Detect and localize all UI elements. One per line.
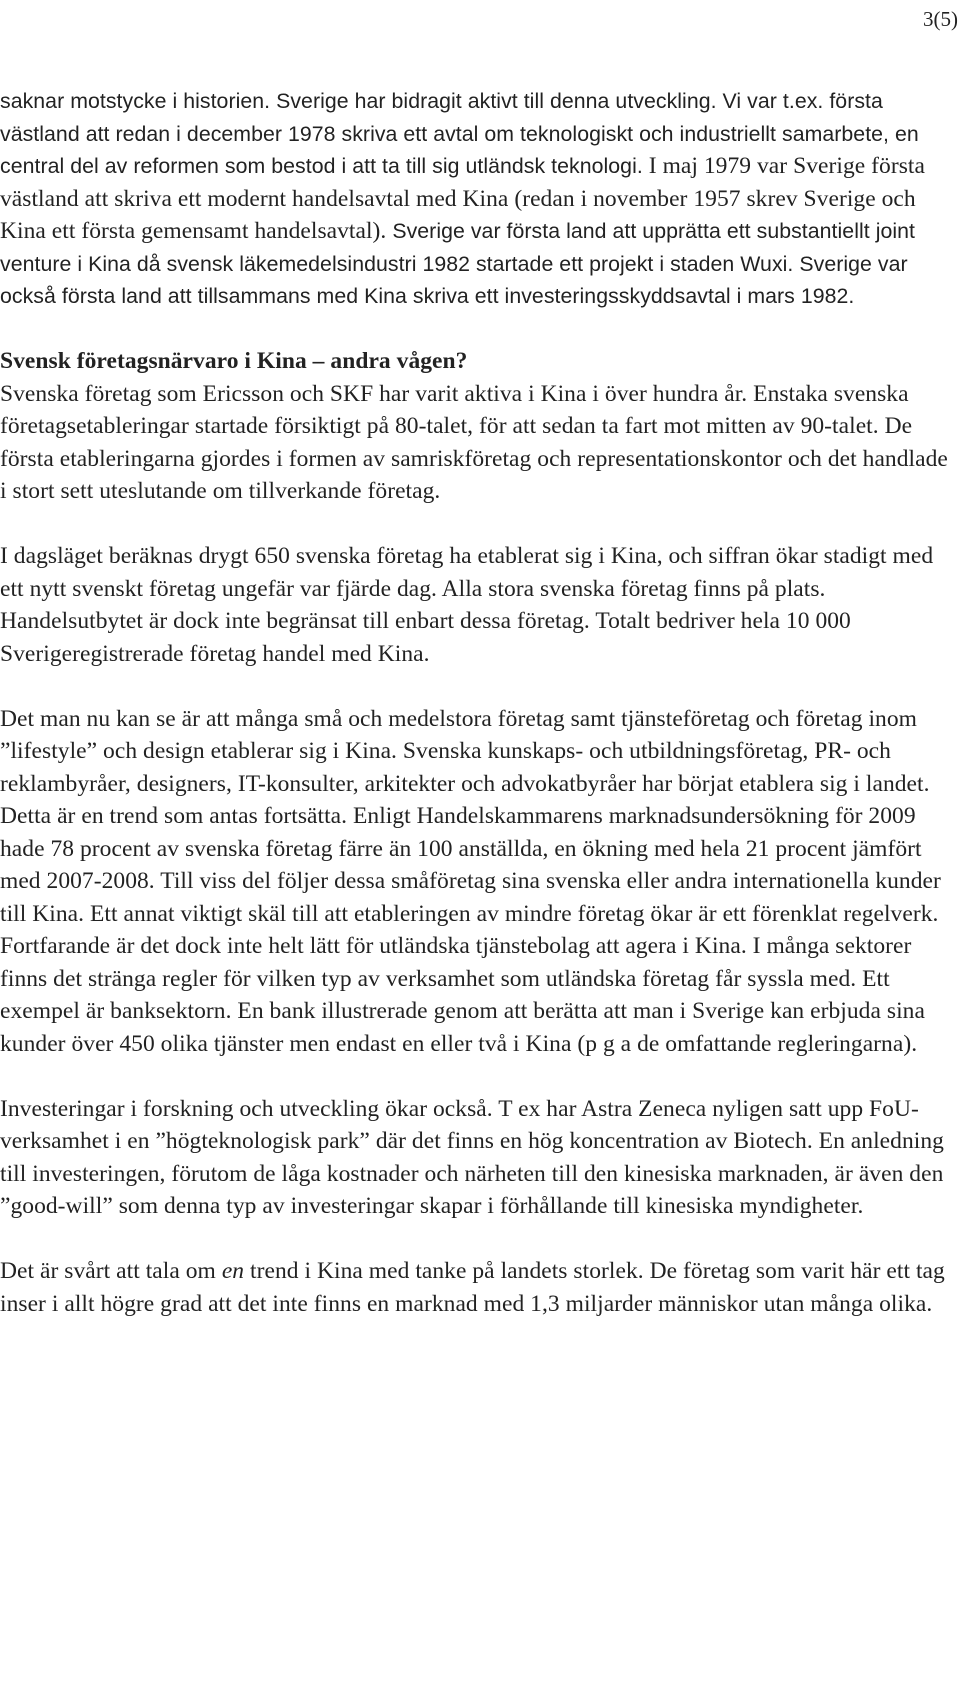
paragraph-history-part3: Sverige var första land att upprätta ett substantiellt joint venture i Kina då svensk läkemedelsindustri 1982 startade ett projekt i staden Wuxi. [0, 219, 916, 276]
paragraph-market-size-part1: Det är svårt att tala om [0, 1258, 222, 1284]
paragraph-small-companies: Det man nu kan se är att många små och medelstora företag samt tjänsteföretag och företag inom ”lifestyle” och design etablerar sig i Kina. Svenska kunskaps- och utbildningsföretag, PR- och reklambyråer, designers, IT-konsulter, arkitekter och advokatbyråer har börjat etablera sig i landet. Detta är en trend som antas fortsätta. Enligt Handelskammarens marknadsundersökning för 2009 hade 78 procent av svenska företag färre än 100 anställda, en ökning med hela 21 procent jämfört med 2007-2008. Till viss del följer dessa småföretag sina svenska eller andra internationella kunder till Kina. Ett annat viktigt skäl till att etableringen av mindre företag ökar är ett förenklat regelverk. Fortfarande är det dock inte helt lätt för utländska tjänstebolag att agera i Kina. I många sektorer finns det stränga regler för vilken typ av verksamhet som utländska företag får syssla med. Ett exempel är banksektorn. En bank illustrerade genom att berätta att man i Sverige kan erbjuda sina kunder över 450 olika tjänster men endast en eller två i Kina (p g a de omfattande regleringarna). [0, 705, 941, 1057]
paragraph-early-companies: Svenska företag som Ericsson och SKF har varit aktiva i Kina i över hundra år. Enstaka svenska företagsetableringar startade försiktigt på 80-talet, för att sedan ta fart mot mitten av 90-talet. De första etableringarna gjordes i formen av samriskföretag och representationskontor och det handlade i stort sett uteslutande om tillverkande företag. [0, 380, 948, 504]
paragraph-current-situation: I dagsläget beräknas drygt 650 svenska företag ha etablerat sig i Kina, och siffran ökar stadigt med ett nytt svenskt företag ungefär var fjärde dag. Alla stora svenska företag finns på plats. Handelsutbytet är dock inte begränsat till enbart dessa företag. Totalt bedriver hela 10 000 Sverigeregistrerade företag handel med Kina. [0, 543, 934, 667]
body-text [0, 85, 950, 1320]
paragraph-history-part2: I maj 1979 var Sverige första västland att skriva ett modernt handelsavtal med Kina (redan i november 1957 skrev Sverige och Kina ett första gemensamt handelsavtal). [0, 153, 925, 244]
paragraph-history-part4: Sverige var också första land att tillsammans med Kina skriva ett investeringsskyddsavtal i mars 1982. [0, 251, 908, 308]
paragraph-research-investment: Investeringar i forskning och utveckling ökar också. T ex har Astra Zeneca nyligen satt upp FoU-verksamhet i en ”högteknologisk park” där det finns en hög koncentration av Biotech. En anledning till investeringen, förutom de låga kostnader och närheten till den kinesiska marknaden, är även den ”good-will” som denna typ av investeringar skapar i förhållande till kinesiska myndigheter. [0, 1095, 944, 1219]
paragraph-history-part1: saknar motstycke i historien. Sverige har bidragit aktivt till denna utveckling. Vi var t.ex. första västland att redan i december 1978 skriva ett avtal om teknologiskt och industriellt samarbete, en central del av reformen som bestod i att ta till sig utländsk teknologi. [0, 89, 919, 178]
section-heading: Svensk företagsnärvaro i Kina – andra vågen? [0, 348, 468, 374]
paragraph-market-size-emphasis: en [221, 1258, 245, 1284]
paragraph-market-size-part2: trend i Kina med tanke på landets storlek. De företag som varit här ett tag inser i allt högre grad att det inte finns en marknad med 1,3 miljarder människor utan många olika. [0, 1258, 945, 1317]
paragraph-market-size [0, 1255, 950, 1320]
paragraph-history [0, 85, 950, 313]
page-number: 3(5) [923, 7, 958, 31]
paragraph-spacer [0, 313, 950, 346]
